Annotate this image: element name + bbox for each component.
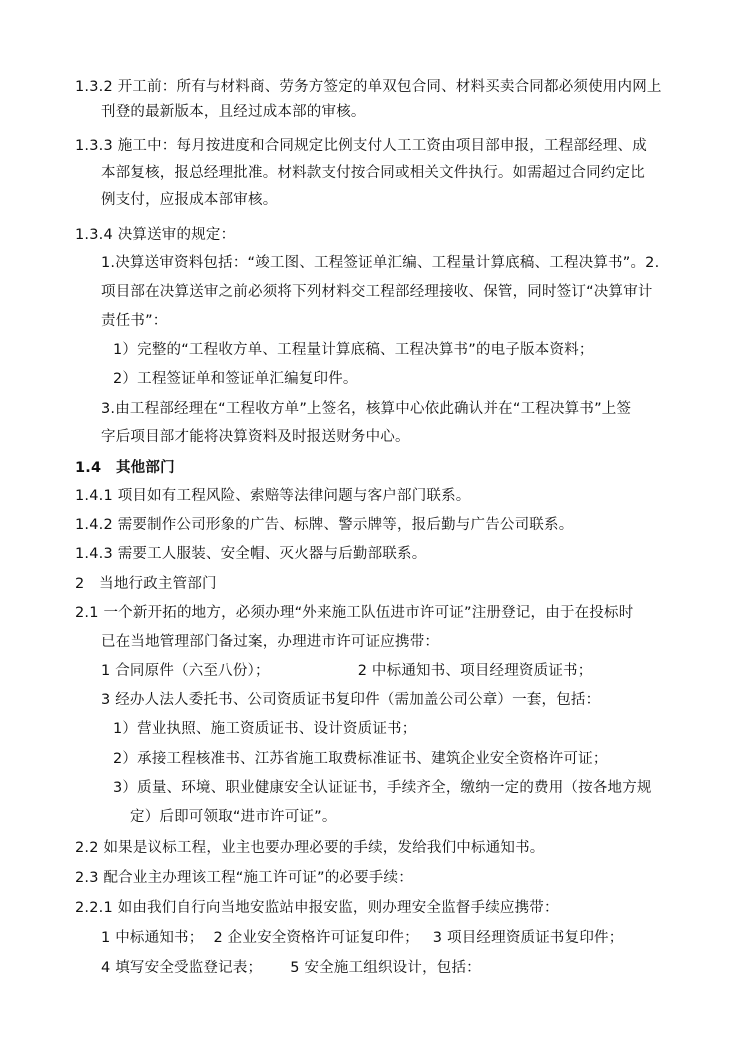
clause-1-3-4-subitem-1: 1）完整的“工程收方单、工程量计算底稿、工程决算书”的电子版本资料； (113, 342, 594, 358)
section-2-heading: 2 当地行政主管部门 (75, 576, 217, 592)
clause-1-4-1: 1.4.1 项目如有工程风险、索赔等法律问题与客户部门联系。 (75, 488, 471, 504)
clause-1-3-4-item-3-line-2: 字后项目部才能将决算资料及时报送财务中心。 (101, 429, 410, 445)
clause-1-4-3: 1.4.3 需要工人服装、安全帽、灭火器与后勤部联系。 (75, 546, 427, 562)
clause-2-2-1: 2.2.1 如由我们自行向当地安监站申报安监，则办理安全监督手续应携带： (75, 900, 559, 916)
section-1-4-heading: 1.4 其他部门 (75, 460, 175, 476)
clause-2-2-1-item-2: 2 企业安全资格许可证复印件； (213, 930, 419, 946)
clause-2-1-subitem-1: 1）营业执照、施工资质证书、设计资质证书； (113, 721, 417, 737)
clause-2-2-1-item-3: 3 项目经理资质证书复印件； (432, 930, 624, 946)
clause-1-3-4-item-1-line-1: 1.决算送审资料包括：“竣工图、工程签证单汇编、工程量计算底稿、工程决算书”。2. (101, 255, 660, 271)
clause-2-2-1-item-4: 4 填写安全受监登记表； (101, 960, 263, 976)
clause-2-1-item-1: 1 合同原件（六至八份）； (101, 663, 270, 679)
clause-1-3-4-item-3-line-1: 3.由工程部经理在“工程收方单”上签名，核算中心依此确认并在“工程决算书”上签 (101, 401, 632, 417)
clause-2-2-1-items-row-2 (101, 958, 481, 978)
clause-2-1-item-2: 2 中标通知书、项目经理资质证书； (357, 663, 593, 679)
clause-2-1-subitem-2: 2）承接工程核准书、江苏省施工取费标准证书、建筑企业安全资格许可证； (113, 751, 608, 767)
clause-2-1-subitem-3-line-1: 3）质量、环境、职业健康安全认证证书，手续齐全，缴纳一定的费用（按各地方规 (113, 780, 652, 796)
clause-1-3-3-line-1: 1.3.3 施工中：每月按进度和合同规定比例支付人工工资由项目部申报，工程部经理、成 (75, 138, 647, 154)
clause-2-1-items-row-1 (101, 661, 592, 681)
clause-1-3-4-item-1-line-3: 责任书”： (101, 313, 168, 329)
clause-1-3-3-line-3: 例支付，应报成本部审核。 (101, 192, 278, 208)
clause-1-3-4-item-1-line-2: 项目部在决算送审之前必须将下列材料交工程部经理接收、保管，同时签订“决算审计 (101, 284, 653, 300)
clause-1-3-3-line-2: 本部复核，报总经理批准。材料款支付按合同或相关文件执行。如需超过合同约定比 (101, 165, 645, 181)
clause-2-2: 2.2 如果是议标工程，业主也要办理必要的手续，发给我们中标通知书。 (75, 840, 545, 856)
clause-1-3-2-line-1: 1.3.2 开工前：所有与材料商、劳务方签定的单双包合同、材料买卖合同都必须使用内网上 (75, 79, 662, 95)
clause-2-1-subitem-3-line-2: 定）后即可领取“进市许可证”。 (130, 809, 337, 825)
clause-1-3-2-line-2: 刊登的最新版本，且经过成本部的审核。 (101, 104, 366, 120)
clause-1-3-4-heading: 1.3.4 决算送审的规定： (75, 227, 236, 243)
clause-1-3-4-subitem-2: 2）工程签证单和签证单汇编复印件。 (113, 371, 358, 387)
clause-2-1-item-3: 3 经办人法人委托书、公司资质证书复印件（需加盖公司公章）一套，包括： (101, 692, 601, 708)
clause-1-4-2: 1.4.2 需要制作公司形象的广告、标牌、警示牌等，报后勤与广告公司联系。 (75, 517, 574, 533)
clause-2-2-1-item-1: 1 中标通知书； (101, 930, 204, 946)
clause-2-2-1-item-5: 5 安全施工组织设计，包括： (290, 960, 481, 976)
clause-2-3: 2.3 配合业主办理该工程“施工许可证”的必要手续： (75, 870, 413, 886)
clause-2-2-1-items-row-1 (101, 928, 623, 948)
clause-2-1-line-2: 已在当地管理部门备过案，办理进市许可证应携带： (101, 634, 440, 650)
clause-2-1-line-1: 2.1 一个新开拓的地方，必须办理“外来施工队伍进市许可证”注册登记，由于在投标时 (75, 605, 634, 621)
